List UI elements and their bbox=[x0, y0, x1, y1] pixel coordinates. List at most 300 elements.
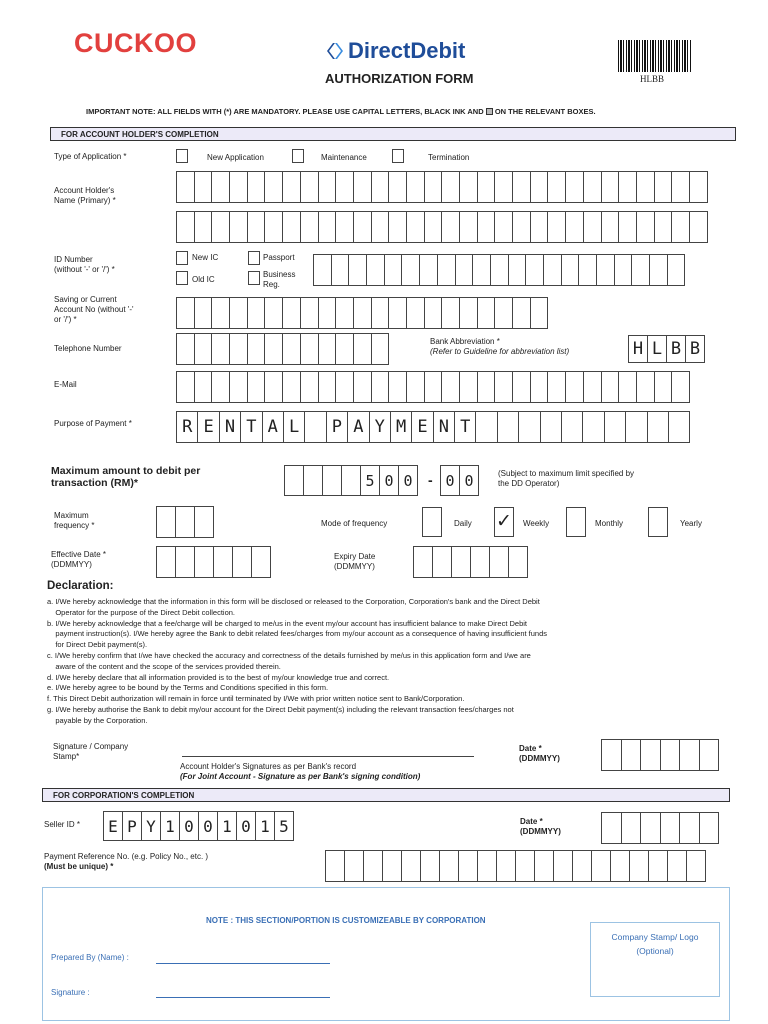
char-box[interactable] bbox=[699, 739, 720, 771]
char-box[interactable] bbox=[512, 297, 531, 329]
new-ic-label: New IC bbox=[192, 253, 219, 262]
char-box[interactable] bbox=[660, 739, 681, 771]
char-box[interactable] bbox=[496, 850, 516, 882]
char-box[interactable]: M bbox=[390, 411, 412, 443]
declaration-date-label: Date * (DDMMYY) bbox=[519, 744, 560, 763]
char-box[interactable] bbox=[247, 211, 266, 243]
char-box[interactable] bbox=[176, 371, 195, 403]
email-field[interactable] bbox=[176, 371, 689, 403]
char-box[interactable]: L bbox=[283, 411, 305, 443]
amount-integer-field[interactable] bbox=[284, 465, 417, 496]
maintenance-checkbox[interactable] bbox=[292, 149, 304, 163]
char-box[interactable] bbox=[247, 371, 266, 403]
char-box[interactable] bbox=[497, 411, 519, 443]
char-box[interactable] bbox=[348, 254, 367, 286]
char-box[interactable] bbox=[618, 171, 637, 203]
signature-line[interactable] bbox=[182, 756, 474, 757]
char-box[interactable] bbox=[366, 254, 385, 286]
char-box[interactable] bbox=[547, 371, 566, 403]
char-box[interactable] bbox=[371, 333, 390, 365]
char-box[interactable] bbox=[353, 297, 372, 329]
char-box[interactable] bbox=[194, 546, 214, 578]
account-no-field[interactable] bbox=[176, 297, 547, 329]
char-box[interactable] bbox=[459, 171, 478, 203]
char-box[interactable] bbox=[472, 254, 491, 286]
bank-abbr-field[interactable] bbox=[628, 335, 704, 363]
char-box[interactable] bbox=[530, 371, 549, 403]
char-box[interactable] bbox=[229, 171, 248, 203]
char-box[interactable] bbox=[300, 211, 319, 243]
char-box[interactable] bbox=[384, 254, 403, 286]
char-box[interactable] bbox=[458, 850, 478, 882]
char-box[interactable]: 0 bbox=[236, 811, 256, 841]
char-box[interactable] bbox=[424, 297, 443, 329]
seller-id-field[interactable] bbox=[103, 811, 293, 841]
declaration-line: a. I/We hereby acknowledge that the information in this form will be disclosed or released to the Corporation, Corporation's bank and the Direct Debit bbox=[47, 597, 540, 606]
char-box[interactable]: B bbox=[666, 335, 686, 363]
char-box[interactable] bbox=[194, 371, 213, 403]
char-box[interactable] bbox=[194, 171, 213, 203]
char-box[interactable] bbox=[689, 211, 708, 243]
char-box[interactable] bbox=[229, 371, 248, 403]
char-box[interactable] bbox=[649, 254, 668, 286]
char-box[interactable] bbox=[331, 254, 350, 286]
char-box[interactable] bbox=[211, 211, 230, 243]
char-box[interactable]: A bbox=[347, 411, 369, 443]
char-box[interactable] bbox=[640, 739, 661, 771]
char-box[interactable] bbox=[282, 211, 301, 243]
char-box[interactable] bbox=[194, 211, 213, 243]
checkbox-symbol-icon bbox=[486, 108, 493, 115]
char-box[interactable] bbox=[300, 297, 319, 329]
char-box[interactable] bbox=[654, 371, 673, 403]
char-box[interactable] bbox=[264, 333, 283, 365]
char-box[interactable] bbox=[525, 254, 544, 286]
id-number-field[interactable] bbox=[313, 254, 684, 286]
char-box[interactable] bbox=[371, 297, 390, 329]
char-box[interactable] bbox=[176, 333, 195, 365]
char-box[interactable] bbox=[596, 254, 615, 286]
form-title: AUTHORIZATION FORM bbox=[325, 71, 474, 86]
char-box[interactable] bbox=[341, 465, 361, 496]
char-box[interactable]: 5 bbox=[274, 811, 294, 841]
char-box[interactable] bbox=[667, 850, 687, 882]
char-box[interactable] bbox=[459, 297, 478, 329]
char-box[interactable] bbox=[441, 211, 460, 243]
char-box[interactable] bbox=[382, 850, 402, 882]
char-box[interactable] bbox=[459, 211, 478, 243]
char-box[interactable] bbox=[512, 371, 531, 403]
char-box[interactable] bbox=[583, 371, 602, 403]
char-box[interactable] bbox=[477, 211, 496, 243]
corp-signature-label: Signature : bbox=[51, 988, 90, 997]
char-box[interactable] bbox=[679, 739, 700, 771]
char-box[interactable] bbox=[490, 254, 509, 286]
max-frequency-label: Maximum frequency * bbox=[54, 511, 95, 530]
char-box[interactable] bbox=[477, 297, 496, 329]
char-box[interactable] bbox=[629, 850, 649, 882]
name-field-row1[interactable] bbox=[176, 171, 707, 203]
char-box[interactable] bbox=[512, 211, 531, 243]
account-no-label: Saving or Current Account No (without '-' or '/') * bbox=[54, 295, 134, 324]
char-box[interactable] bbox=[561, 411, 583, 443]
char-box[interactable] bbox=[601, 171, 620, 203]
char-box[interactable] bbox=[353, 371, 372, 403]
declaration-line: d. I/We hereby declare that all information provided is to the best of my/our knowledge true and correct. bbox=[47, 672, 390, 682]
char-box[interactable] bbox=[601, 371, 620, 403]
char-box[interactable] bbox=[530, 211, 549, 243]
daily-checkbox[interactable] bbox=[422, 507, 442, 537]
declaration-line: g. I/We hereby authorise the Bank to debit my/our account for the Direct Debit payment(s) including the relevant transaction fees/charges not bbox=[47, 705, 514, 714]
char-box[interactable] bbox=[303, 465, 323, 496]
char-box[interactable] bbox=[668, 411, 690, 443]
expiry-date-field[interactable] bbox=[413, 546, 527, 578]
char-box[interactable] bbox=[437, 254, 456, 286]
char-box[interactable] bbox=[647, 411, 669, 443]
passport-checkbox[interactable] bbox=[248, 251, 260, 265]
char-box[interactable] bbox=[534, 850, 554, 882]
corporation-date-field[interactable] bbox=[601, 812, 718, 844]
char-box[interactable] bbox=[432, 546, 452, 578]
char-box[interactable] bbox=[508, 254, 527, 286]
char-box[interactable] bbox=[175, 546, 195, 578]
max-frequency-field[interactable] bbox=[156, 506, 213, 538]
char-box[interactable] bbox=[300, 333, 319, 365]
char-box[interactable] bbox=[515, 850, 535, 882]
char-box[interactable] bbox=[335, 171, 354, 203]
char-box[interactable] bbox=[247, 297, 266, 329]
char-box[interactable] bbox=[282, 371, 301, 403]
char-box[interactable] bbox=[424, 371, 443, 403]
payment-ref-field[interactable] bbox=[325, 850, 705, 882]
char-box[interactable] bbox=[565, 371, 584, 403]
company-stamp-label: Company Stamp/ Logo (Optional) bbox=[611, 932, 699, 956]
char-box[interactable] bbox=[689, 171, 708, 203]
char-box[interactable] bbox=[322, 465, 342, 496]
char-box[interactable] bbox=[621, 739, 642, 771]
char-box[interactable] bbox=[583, 171, 602, 203]
termination-checkbox[interactable] bbox=[392, 149, 404, 163]
char-box[interactable]: 0 bbox=[398, 465, 418, 496]
char-box[interactable] bbox=[601, 812, 622, 844]
char-box[interactable] bbox=[229, 333, 248, 365]
char-box[interactable] bbox=[264, 211, 283, 243]
char-box[interactable] bbox=[335, 371, 354, 403]
char-box[interactable] bbox=[565, 211, 584, 243]
amount-decimal-field[interactable] bbox=[440, 465, 478, 496]
purpose-field[interactable] bbox=[176, 411, 689, 443]
char-box[interactable] bbox=[264, 297, 283, 329]
business-reg-checkbox[interactable] bbox=[248, 271, 260, 285]
char-box[interactable]: T bbox=[240, 411, 262, 443]
char-box[interactable] bbox=[318, 211, 337, 243]
char-box[interactable] bbox=[318, 371, 337, 403]
char-box[interactable] bbox=[543, 254, 562, 286]
char-box[interactable] bbox=[508, 546, 528, 578]
corporation-date-label: Date * (DDMMYY) bbox=[520, 817, 561, 836]
char-box[interactable] bbox=[371, 211, 390, 243]
char-box[interactable] bbox=[300, 171, 319, 203]
char-box[interactable] bbox=[251, 546, 271, 578]
char-box[interactable] bbox=[601, 739, 622, 771]
char-box[interactable]: P bbox=[326, 411, 348, 443]
char-box[interactable] bbox=[335, 297, 354, 329]
char-box[interactable] bbox=[211, 333, 230, 365]
char-box[interactable] bbox=[388, 171, 407, 203]
char-box[interactable]: 0 bbox=[459, 465, 479, 496]
char-box[interactable] bbox=[477, 371, 496, 403]
char-box[interactable] bbox=[247, 171, 266, 203]
directdebit-icon bbox=[326, 41, 346, 61]
weekly-checkbox[interactable]: ✓ bbox=[494, 507, 514, 537]
char-box[interactable] bbox=[284, 465, 304, 496]
char-box[interactable]: 0 bbox=[179, 811, 199, 841]
note-text-2: ON THE RELEVANT BOXES. bbox=[494, 107, 596, 116]
char-box[interactable]: 5 bbox=[360, 465, 380, 496]
amount-note: (Subject to maximum limit specified by the DD Operator) bbox=[498, 469, 635, 488]
char-box[interactable] bbox=[232, 546, 252, 578]
char-box[interactable] bbox=[530, 171, 549, 203]
char-box[interactable] bbox=[660, 812, 681, 844]
char-box[interactable] bbox=[489, 546, 509, 578]
char-box[interactable] bbox=[247, 333, 266, 365]
name-field-row2[interactable] bbox=[176, 211, 707, 243]
char-box[interactable]: E bbox=[197, 411, 219, 443]
char-box[interactable] bbox=[156, 546, 176, 578]
char-box[interactable] bbox=[211, 371, 230, 403]
char-box[interactable] bbox=[583, 211, 602, 243]
char-box[interactable] bbox=[494, 211, 513, 243]
char-box[interactable] bbox=[318, 333, 337, 365]
char-box[interactable] bbox=[176, 211, 195, 243]
char-box[interactable] bbox=[631, 254, 650, 286]
declaration-title: Declaration: bbox=[47, 580, 114, 592]
char-box[interactable] bbox=[229, 211, 248, 243]
char-box[interactable] bbox=[353, 211, 372, 243]
char-box[interactable] bbox=[282, 297, 301, 329]
char-box[interactable] bbox=[213, 546, 233, 578]
char-box[interactable] bbox=[636, 171, 655, 203]
declaration-line: payable by the Corporation. bbox=[47, 715, 148, 725]
char-box[interactable] bbox=[194, 506, 214, 538]
amount-dash: - bbox=[428, 472, 433, 488]
char-box[interactable]: N bbox=[219, 411, 241, 443]
char-box[interactable] bbox=[371, 371, 390, 403]
char-box[interactable] bbox=[282, 333, 301, 365]
char-box[interactable] bbox=[679, 812, 700, 844]
char-box[interactable] bbox=[591, 850, 611, 882]
char-box[interactable]: 0 bbox=[440, 465, 460, 496]
char-box[interactable] bbox=[344, 850, 364, 882]
old-ic-checkbox[interactable] bbox=[176, 271, 188, 285]
char-box[interactable]: 1 bbox=[255, 811, 275, 841]
char-box[interactable] bbox=[353, 171, 372, 203]
char-box[interactable] bbox=[494, 371, 513, 403]
char-box[interactable] bbox=[540, 411, 562, 443]
char-box[interactable] bbox=[156, 506, 176, 538]
char-box[interactable] bbox=[654, 211, 673, 243]
char-box[interactable] bbox=[477, 171, 496, 203]
char-box[interactable] bbox=[313, 254, 332, 286]
char-box[interactable] bbox=[686, 850, 706, 882]
char-box[interactable] bbox=[553, 850, 573, 882]
char-box[interactable] bbox=[582, 411, 604, 443]
char-box[interactable] bbox=[176, 171, 195, 203]
new-application-checkbox[interactable] bbox=[176, 149, 188, 163]
char-box[interactable] bbox=[424, 171, 443, 203]
declaration-date-field[interactable] bbox=[601, 739, 718, 771]
char-box[interactable] bbox=[325, 850, 345, 882]
expiry-date-label: Expiry Date (DDMMYY) bbox=[334, 552, 376, 571]
char-box[interactable] bbox=[300, 371, 319, 403]
char-box[interactable] bbox=[614, 254, 633, 286]
char-box[interactable]: T bbox=[454, 411, 476, 443]
signature-label: Signature / Company Stamp* bbox=[53, 742, 129, 761]
char-box[interactable] bbox=[419, 254, 438, 286]
char-box[interactable] bbox=[371, 171, 390, 203]
char-box[interactable] bbox=[530, 297, 549, 329]
char-box[interactable]: B bbox=[685, 335, 705, 363]
char-box[interactable] bbox=[636, 371, 655, 403]
char-box[interactable] bbox=[353, 333, 372, 365]
note-text-1: IMPORTANT NOTE: ALL FIELDS WITH (*) ARE MANDATORY. PLEASE USE CAPITAL LETTERS, BLACK INK AND bbox=[86, 107, 484, 116]
char-box[interactable] bbox=[699, 812, 720, 844]
char-box[interactable] bbox=[636, 211, 655, 243]
char-box[interactable] bbox=[441, 171, 460, 203]
prepared-by-line[interactable] bbox=[156, 963, 330, 964]
char-box[interactable] bbox=[424, 211, 443, 243]
char-box[interactable] bbox=[578, 254, 597, 286]
char-box[interactable] bbox=[671, 371, 690, 403]
char-box[interactable]: Y bbox=[369, 411, 391, 443]
char-box[interactable] bbox=[494, 171, 513, 203]
char-box[interactable]: 0 bbox=[198, 811, 218, 841]
char-box[interactable] bbox=[264, 371, 283, 403]
char-box[interactable] bbox=[211, 171, 230, 203]
char-box[interactable] bbox=[618, 371, 637, 403]
char-box[interactable] bbox=[175, 506, 195, 538]
char-box[interactable] bbox=[512, 171, 531, 203]
char-box[interactable] bbox=[194, 333, 213, 365]
char-box[interactable]: R bbox=[176, 411, 198, 443]
char-box[interactable] bbox=[459, 371, 478, 403]
char-box[interactable] bbox=[406, 171, 425, 203]
char-box[interactable] bbox=[667, 254, 686, 286]
char-box[interactable] bbox=[648, 850, 668, 882]
char-box[interactable] bbox=[282, 171, 301, 203]
char-box[interactable]: 1 bbox=[160, 811, 180, 841]
char-box[interactable] bbox=[401, 850, 421, 882]
char-box[interactable] bbox=[640, 812, 661, 844]
monthly-checkbox[interactable] bbox=[566, 507, 586, 537]
char-box[interactable] bbox=[335, 333, 354, 365]
char-box[interactable] bbox=[470, 546, 490, 578]
char-box[interactable] bbox=[363, 850, 383, 882]
declaration-line: Operator for the purpose of the Direct Debit collection. bbox=[47, 607, 236, 617]
char-box[interactable] bbox=[176, 297, 195, 329]
char-box[interactable] bbox=[406, 211, 425, 243]
custom-note: NOTE : THIS SECTION/PORTION IS CUSTOMIZEABLE BY CORPORATION bbox=[206, 916, 486, 925]
char-box[interactable] bbox=[335, 211, 354, 243]
char-box[interactable] bbox=[601, 211, 620, 243]
char-box[interactable] bbox=[671, 211, 690, 243]
char-box[interactable]: E bbox=[411, 411, 433, 443]
char-box[interactable] bbox=[518, 411, 540, 443]
char-box[interactable] bbox=[565, 171, 584, 203]
declaration-line: e. I/We hereby agree to be bound by the Terms and Conditions specified in this form. bbox=[47, 683, 329, 693]
char-box[interactable] bbox=[547, 171, 566, 203]
char-box[interactable] bbox=[439, 850, 459, 882]
corp-signature-line[interactable] bbox=[156, 997, 330, 998]
char-box[interactable]: Y bbox=[141, 811, 161, 841]
barcode-label: HLBB bbox=[640, 74, 665, 84]
account-section-header: FOR ACCOUNT HOLDER'S COMPLETION bbox=[50, 127, 736, 141]
char-box[interactable] bbox=[420, 850, 440, 882]
char-box[interactable] bbox=[388, 371, 407, 403]
char-box[interactable] bbox=[388, 297, 407, 329]
char-box[interactable] bbox=[413, 546, 433, 578]
char-box[interactable]: A bbox=[262, 411, 284, 443]
char-box[interactable] bbox=[561, 254, 580, 286]
char-box[interactable]: L bbox=[647, 335, 667, 363]
daily-label: Daily bbox=[454, 519, 472, 528]
char-box[interactable] bbox=[618, 211, 637, 243]
telephone-field[interactable] bbox=[176, 333, 388, 365]
char-box[interactable]: H bbox=[628, 335, 648, 363]
char-box[interactable] bbox=[318, 171, 337, 203]
char-box[interactable] bbox=[401, 254, 420, 286]
char-box[interactable] bbox=[455, 254, 474, 286]
char-box[interactable] bbox=[625, 411, 647, 443]
char-box[interactable]: P bbox=[122, 811, 142, 841]
char-box[interactable] bbox=[494, 297, 513, 329]
char-box[interactable] bbox=[406, 371, 425, 403]
declaration-line: f. This Direct Debit authorization will remain in force until terminated by I/We with prior written notice sent to Bank/Corporation. bbox=[47, 694, 465, 704]
char-box[interactable] bbox=[388, 211, 407, 243]
char-box[interactable]: E bbox=[103, 811, 123, 841]
char-box[interactable] bbox=[477, 850, 497, 882]
char-box[interactable] bbox=[547, 211, 566, 243]
char-box[interactable] bbox=[318, 297, 337, 329]
char-box[interactable] bbox=[610, 850, 630, 882]
new-ic-checkbox[interactable] bbox=[176, 251, 188, 265]
char-box[interactable]: 0 bbox=[379, 465, 399, 496]
char-box[interactable] bbox=[304, 411, 326, 443]
effective-date-field[interactable] bbox=[156, 546, 270, 578]
declaration-line: c. I/We hereby confirm that I/we have checked the accuracy and correctness of the details furnished by me/us in this application form and I/we are bbox=[47, 651, 531, 660]
declaration-line: b. I/We hereby acknowledge that a fee/charge will be charged to me/us in the event my/our account has insufficient balance to make Direct Debit bbox=[47, 618, 527, 628]
char-box[interactable] bbox=[475, 411, 497, 443]
char-box[interactable] bbox=[654, 171, 673, 203]
id-number-label: ID Number (without '-' or '/') * bbox=[54, 255, 115, 274]
bank-abbr-label: Bank Abbreviation * (Refer to Guideline for abbreviation list) bbox=[430, 337, 570, 356]
char-box[interactable] bbox=[572, 850, 592, 882]
char-box[interactable] bbox=[264, 171, 283, 203]
yearly-checkbox[interactable] bbox=[648, 507, 668, 537]
char-box[interactable] bbox=[671, 171, 690, 203]
char-box[interactable] bbox=[229, 297, 248, 329]
char-box[interactable] bbox=[194, 297, 213, 329]
char-box[interactable] bbox=[406, 297, 425, 329]
char-box[interactable]: 1 bbox=[217, 811, 237, 841]
char-box[interactable] bbox=[441, 371, 460, 403]
char-box[interactable] bbox=[441, 297, 460, 329]
char-box[interactable]: N bbox=[433, 411, 455, 443]
char-box[interactable] bbox=[604, 411, 626, 443]
char-box[interactable] bbox=[451, 546, 471, 578]
char-box[interactable] bbox=[621, 812, 642, 844]
char-box[interactable] bbox=[211, 297, 230, 329]
